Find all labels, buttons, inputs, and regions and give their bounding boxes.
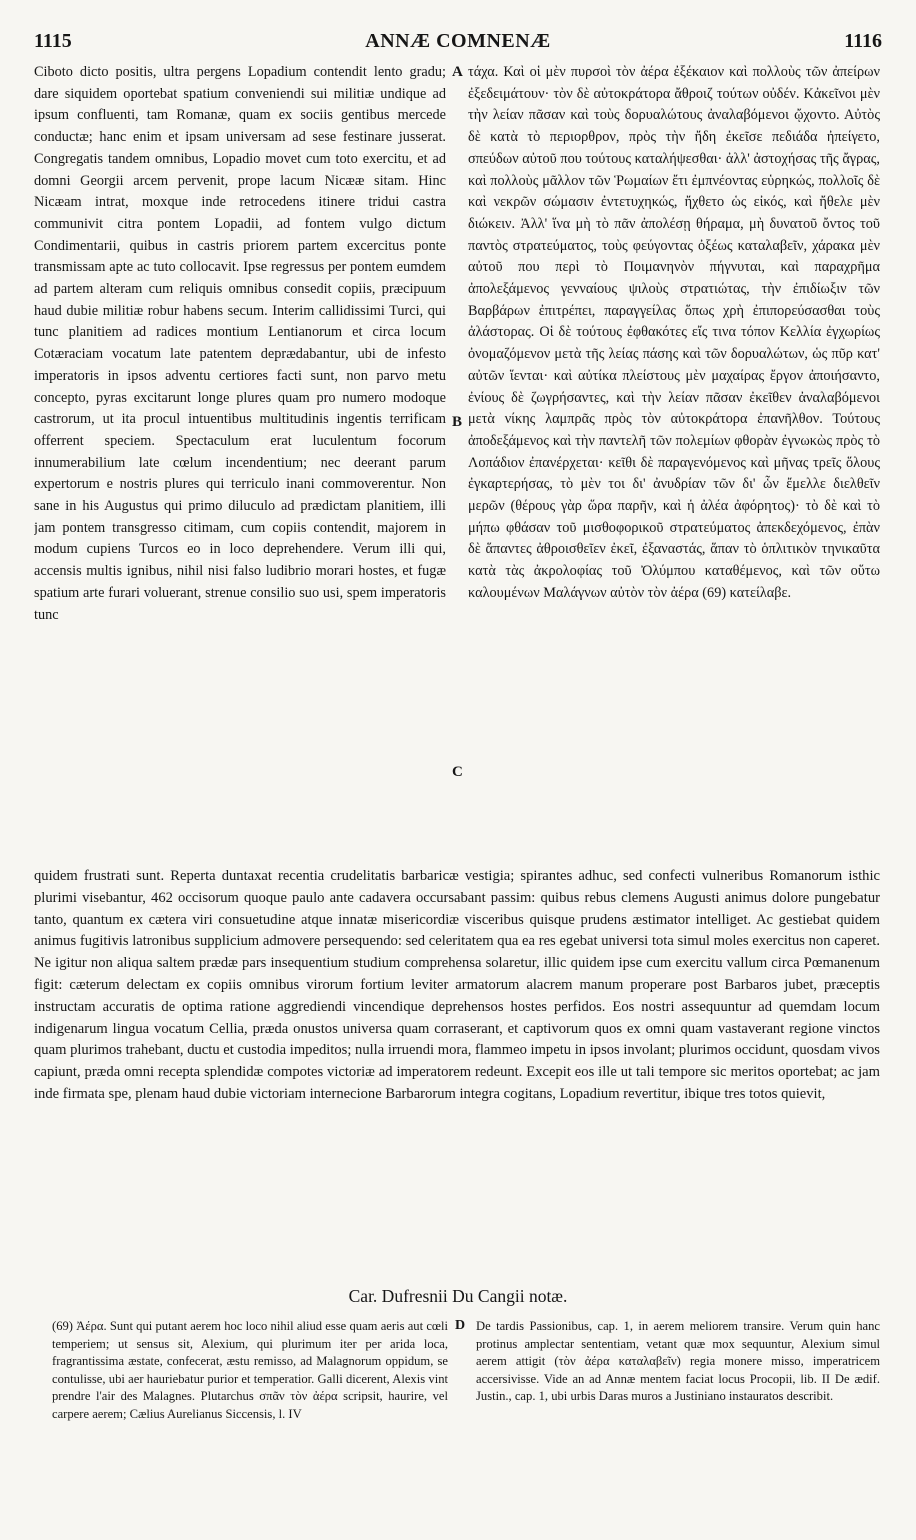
note-left-column: (69) Ἀέρα. Sunt qui putant aerem hoc loco nihil aliud esse quam aeris aut cœli temperiem; ut sensus sit, Alexium, qui plurimum iter per arida loca, fragrantissima æstate, confecerat, æstu remisso, ad Malagnorum oppidum, se contulisse, ubi aer hauriebatur purior et temperatior. Galli dicerent, Alexis vint prendre l'air des Malagnes. Plutarchus σπᾶν τὸν ἀέρα scripsit, haurire, vel carpere aerem; Cælius Aurelianus Siccensis, l. IV bbox=[52, 1319, 448, 1421]
greek-column: τάχα. Καὶ οἱ μὲν πυρσοὶ τὸν ἀέρα ἐξέκαιον καὶ πολλοὺς τῶν ἀπείρων ἐξεδειμάτουν· τὸν δὲ αὐτοκράτορα ἄθροιζ τούτων οὐδέν. Κἀκεῖνοι μὲν τὴν λείαν πᾶσαν καὶ τοὺς δορυαλώτους ἀναλαβόμενοι ᾤχοντο. Αὐτὸς δὲ κατὰ τὸ περιορθρον, πρὸς τὴν ἤδη ἐκεῖσε πεδιάδα ἠπείγετο, σπεύδων αὐτοῦ που τούτους καταλήψεσθαι· ἀλλ' ἀστοχήσας τῆς ἄγρας, καὶ πολλοὺς μᾶλλον τῶν Ῥωμαίων ἔτι ἐμπνέοντας εὑρηκώς, πολλοῖς δὲ καὶ νεκρῶν σώμασιν ἐντετυχηκώς, ἤχθετο ὡς εἰκός, καὶ ἤθελε μὲν διώκειν. Ἀλλ' ἵνα μὴ τὸ πᾶν ἀπολέσῃ θήραμα, μὴ δυνατοῦ ὄντος τοῦ παντὸς στρατεύματος, τοὺς φεύγοντας ὀξέως καταλαβεῖν, χάρακα μὲν αὐτοῦ που περὶ τὸ Ποιμανηνὸν πήγνυται, καὶ παραχρῆμα ἀπολεξάμενος γενναίους ψιλοὺς στρατιώτας, τὴν ἐπιδίωξιν τῶν Βαρβάρων ἐπιτρέπει, παραγγείλας ὅπως χρὴ ἐπιπορεύσασθαι τοὺς ἀλάστορας. Οἱ δὲ τούτους ἐφθακότες εἴς τινα τόπον Κελλία ἐγχωρίως ὀνομαζόμενον μετὰ τῆς λείας πάσης καὶ τῶν δορυαλώτων, ὡς πῦρ κατ' αὐτῶν ἵενται· καὶ αὐτίκα πλείστους μὲν μαχαίρας ἔργον ἀποιήσαντο, ἐνίους δὲ ζωγρήσαντες, καὶ τὴν λείαν πᾶσαν ἐκεῖθεν ἀναλαβόμενοι μετὰ νίκης λαμπρᾶς πρὸς τὸν αὐτοκράτορα ἐπανῆλθον. Τούτους ἀποδεξάμενος καὶ τὴν παντελῆ τῶν πολεμίων φθορὰν ἐγνωκὼς πρὸς τὸ Λοπάδιον ἐπανέρχεται· κεῖθι δὲ παραγενόμενος καὶ μῆνας τρεῖς ὅλους ἐγκαρτερήσας, τὸ μὲν τοι δι' ἀνυδρίαν τῶν δι' ὧν ἔμελλε διελθεῖν μερῶν (θέρους γὰρ ὥρα παρῆν, καὶ ἡ ἀλέα ἀφόρητος)· τὸ δὲ καὶ τὸ μήπω φθάσαν τοῦ μισθοφορικοῦ στρατεύματος ἀπεκδεχόμενος, ἐπὰν δὲ ἅπαντες ἀθροισθεῖεν ἐκεῖ, ἐξαναστάς, ἅπαν τὸ ὁπλιτικὸν τηνικαῦτα κατὰ τὰς ἀκρολοφίας τοῦ Ὀλύμπου καταθέμενος, καὶ τῶν οὕτω καλουμένων Μαλάγνων αὐτὸν τὸν ἀέρα (69) κατείλαβε. bbox=[468, 64, 880, 601]
left-page-number: 1115 bbox=[34, 30, 72, 52]
latin-column: Ciboto dicto positis, ultra pergens Lopadium contendit lento gradu; dare siquidem oportebat spatium conveniendi sui militiæ undique ad ipsum confluenti, tam Romanæ, quam ex sociis gentibus mercede conductæ; hanc enim et ipsam universam ad sese festinare jusserat. Congregatis tandem omnibus, Lopadio movet cum toto exercitu, et ad domni Georgii arcem pervenit, prope lacum Nicææ sitam. Hinc Nicæam intrat, moxque inde retrocedens itinere tridui castra communivit citra pontem Lopadii, ad fontem vulgo dictum Condimentarii, quibus in castris priorem partem excercitus ponte transmissam apte ac tuto collocavit. Ipse regressus per pontem eumdem ad partem alteram cum reliquis omnibus consedit copiis, præcipuum haud dubie militiæ robur habens secum. Interim callidissimi Turci, qui tunc planitiem ad radices montium Lentianorum et circa locum Cotæraciam vocatum late patentem deprædabantur, ubi de infesto imperatoris in ipsos adventu certiores facti sunt, non parvo metu concepto, pyras excitarunt longe plures quam pro numero modoque castrorum, ut ita procul intuentibus multitudinis ingentis terrificam offerrent speciem. Spectaculum erat luculentum focorum innumerabilium late cœlum incendentium; nec deerant parum expertorum e nostris plures qui terriculo inani commoverentur. Non sane in his Augustus qui primo diluculo ad prædictam planitiem, illi jam pontem transgresso citimam, cum copiis contendit, majorem in modum cupiens Turcos eo in loco deprehendere. Verum illi qui, accensis multis ignibus, nihil nisi falso ludibrio morari hostes, et fugæ spatium arte furari voluerant, strenue consilio suo usi, spem imperatoris tunc bbox=[34, 64, 446, 623]
marker-a: A bbox=[452, 64, 463, 80]
full-width-latin-text: quidem frustrati sunt. Reperta duntaxat recentia crudelitatis barbaricæ vestigia; spirantes adhuc, sed confecti vulneribus Romanorum isthic plurimi visebantur, 462 occisorum quoque paulo ante cadavera occursabant passim: quibus rebus clemens Augusti animus dolore pungebatur tanto, quantum ex cætera viri consuetudine atque innatæ misericordiæ visceribus quisque prudens æstimator intelliget. Ac gestiebat quidem animus fugitivis latronibus supplicium admovere persequendo: sed celeritatem qua ea res egebat universi tota simul moles exercitus non caperet. Ne igitur non aliqua saltem prædæ pars insequentium studium comprehensa solaretur, illic quidem ipse cum exercitu vallum circa Pœmanenum figit: cæterum delectam ex copiis omnibus virorum fortium leviter armatorum alacrem manum properare post Barbaros jubet, præceptis instructam accuratis de optima ratione aggrediendi vincendique deprehensos hostes perfidos. Eos nostri assequuntur ad quemdam locum indigenarum lingua vocatum Cellia, præda onustos universa quam corraserant, et captivorum quos ex omni quam vastaverant regione vinctos quam plurimos trahebant, ductu et custodia impeditos; nulla irruendi mora, flammeo impetu in ipsos involant; plurimos occidunt, quosdam vivos capiunt, præda omni recepta splendidæ compotes victoriæ ad imperatorem redeunt. Excepit eos ille ut tali tempore sic meritos oportebat; ac jam inde firmata spe, plenam haud dubie victoriam internecione Barbarorum integra cogitans, Lopadium revertitur, ibique tres totos quievit, bbox=[34, 868, 880, 1102]
note-right-column: De tardis Passionibus, cap. 1, in aerem meliorem transire. Verum quin hanc protinus amplectar sententiam, vetant quæ mox sequuntur, Alexium simul aerem attigit (τὸν ἀέρα καταλαβεῖν) regia monere misso, imperatricem accersivisse. Vide an ad Annæ mentem faciat locus Procopii, lib. II De ædif. Justin., cap. 1, ubi urbis Daras muros a Justiniano instauratos describit. bbox=[476, 1319, 880, 1404]
running-header bbox=[34, 30, 882, 58]
running-title: ANNÆ COMNENÆ bbox=[365, 30, 551, 52]
marker-d: D bbox=[455, 1318, 466, 1333]
notes-heading: Car. Dufresnii Du Cangii notæ. bbox=[348, 1286, 568, 1306]
marker-c: C bbox=[452, 764, 463, 780]
marker-b: B bbox=[452, 414, 463, 430]
right-page-number: 1116 bbox=[844, 30, 882, 52]
